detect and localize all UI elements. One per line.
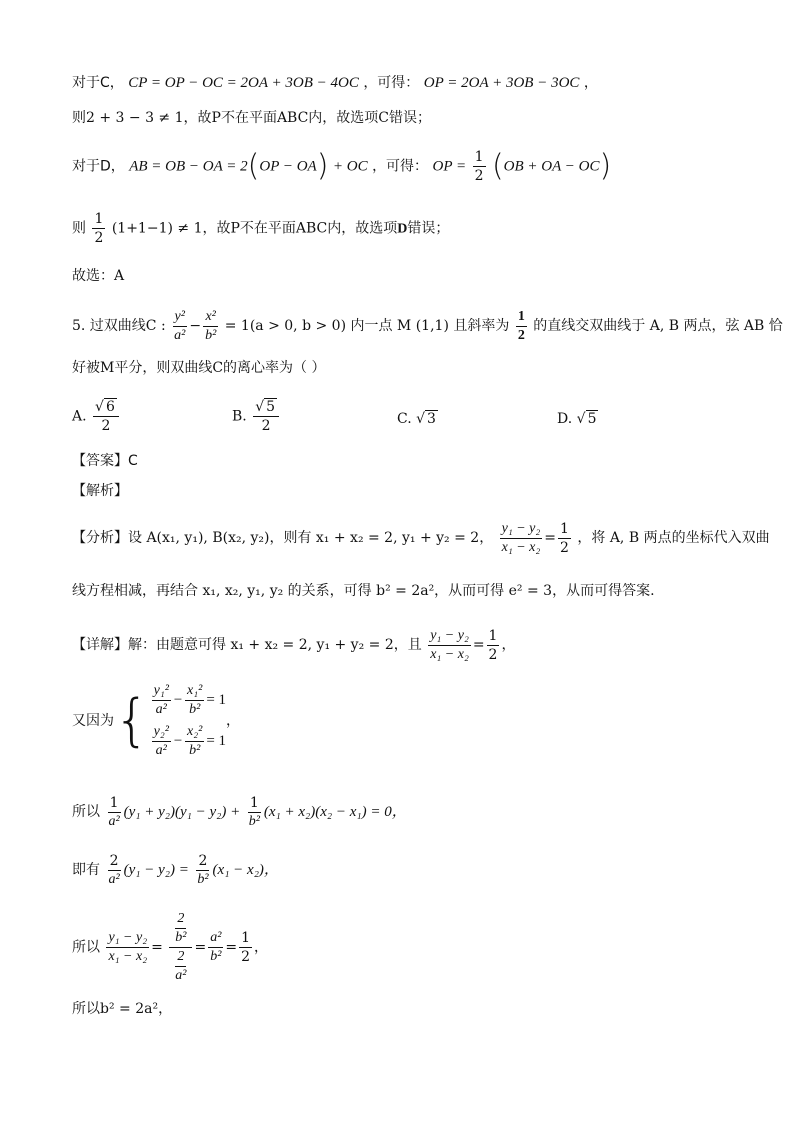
fraction: $\frac{\text{y²}}{\text{a²}}$ [174,308,186,343]
derivation-step-1: 所以 $\frac{1}{\text{a²}}$ (y₁ + y₂)(y₁ − y₂) + $\frac{1}{\text{b²}}$ (x₁ + x₂)(x₂ − x₁) = 0， [72,794,407,829]
final-choice: 故选：A [72,268,125,284]
fraction: $\frac{\text{y₁ − y₂}}{\text{x₁ − x₂}}$ [430,627,469,662]
line-d-analysis: 对于D， AB = OB − OA = 2(OP − OA) + OC ，可得： OP = $\frac{1}{2}$ (OB + OA − OC) [72,148,612,184]
derivation-step-3: 所以 $\frac{\text{y₁ − y₂}}{\text{x₁ − x₂}}$ = $\frac{\frac{2}{\text{b²}}}{\frac{2}{\text{a²}}}$ = $\frac{\text{a²}}{\text{b²}}$ = $\frac{1}{2}$ ， [72,911,269,983]
fraction: $\frac{1}{2}$ [94,211,104,246]
option-d[interactable]: D. √ 5 [557,411,597,427]
answer-label: 【答案】C [72,453,138,469]
fraction: $\frac{1}{2}$ [560,520,569,556]
line-c-conclusion: 则2 + 3 − 3 ≠ 1，故P不在平面ABC内，故选项C错误； [72,110,432,126]
derivation-step-2: 即有 $\frac{2}{\text{a²}}$ (y₁ − y₂) = $\frac{2}{\text{b²}}$ (x₁ − x₂)， [72,852,279,887]
options-row [72,398,732,438]
detail-paragraph: 【详解】解：由题意可得 x₁ + x₂ = 2, y₁ + y₂ = 2，且 $\frac{\text{y₁ − y₂}}{\text{x₁ − x₂}}$ = $\frac{1}{2}$ ， [72,627,516,663]
fraction: $\frac{\text{y₁ − y₂}}{\text{x₁ − x₂}}$ [501,520,541,555]
vector-expression: OP = 2OA + 3OB − 3OC [423,75,580,91]
analysis-paragraph: 【分析】设 A(x₁, y₁), B(x₂, y₂)，则有 x₁ + x₂ = 2, y₁ + y₂ = 2， $\frac{\text{y₁ − y₂}}{\text{x₁ − x₂}}$ = $\frac{1}{2}$ ，将 A, B 两点的坐标代入双曲 [72,520,770,556]
option-c[interactable]: C. √ 3 [397,411,436,427]
question-5: 5. 过双曲线C : $\frac{\text{y²}}{\text{a²}}$ − $\frac{\text{x²}}{\text{b²}}$ = 1(a > 0, b > 0) 内一点 M (1,1) 且斜率为 $\frac{1}{2}$ 的直线交双曲线于 A, B 两点，弦 AB 恰 [72,308,783,343]
question-5-line2: 好被M平分，则双曲线C的离心率为（ ） [72,360,326,376]
fraction: $\frac{1}{2}$ [488,627,498,663]
vector-expression: CP = OP − OC = 2OA + 3OB − 4OC [128,75,359,91]
fraction: $\frac{1}{2}$ [517,308,525,343]
line-d-conclusion: 则 $\frac{1}{2}$ (1+1−1) ≠ 1，故P不在平面ABC内，故选项D错误； [72,211,450,246]
line-c-analysis: 对于C， CP = OP − OC = 2OA + 3OB − 4OC ，可得： OP = 2OA + 3OB − 3OC ， [72,75,598,91]
equation-system: 又因为 { $\frac{\text{y₁²}}{\text{a²}}$ − $\frac{\text{x₁²}}{\text{b²}}$ = 1 $\frac{\text{y₂²}}{\text{a²}}$ − $\frac{\text{x₂²}}{\text{b²}}$ = 1 ， [72,683,241,758]
derivation-step-4: 所以b² = 2a²， [72,1001,173,1017]
option-b[interactable]: B. $\frac{√ 5}{2}$ [232,398,281,435]
analysis-paragraph-line2: 线方程相减，再结合 x₁, x₂, y₁, y₂ 的关系，可得 b² = 2a²，从而可得 e² = 3，从而可得答案. [72,583,655,599]
fraction: $\frac{1}{2}$ [474,149,484,184]
fraction: $\frac{\text{x²}}{\text{b²}}$ [205,308,217,343]
option-a[interactable]: A. $\frac{√ 6}{2}$ [72,398,121,435]
analysis-title: 【解析】 [72,483,128,499]
